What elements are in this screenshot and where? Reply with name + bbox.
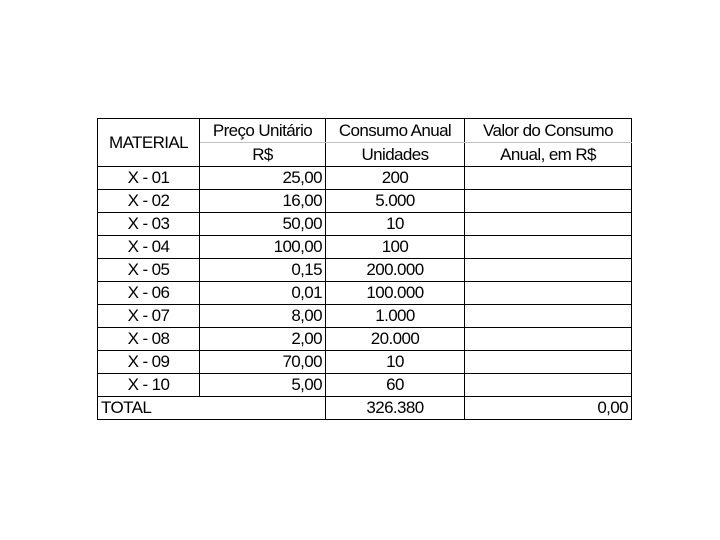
value-cell: [465, 259, 632, 282]
price-cell: 16,00: [200, 190, 326, 213]
price-cell: 2,00: [200, 328, 326, 351]
material-cell: X - 01: [98, 167, 200, 190]
table-row: [98, 351, 632, 374]
table-row: [98, 167, 632, 190]
total-consumption: 326.380: [326, 397, 465, 420]
material-cell: X - 07: [98, 305, 200, 328]
value-cell: [465, 236, 632, 259]
price-cell: 8,00: [200, 305, 326, 328]
header-value: Valor do Consumo: [465, 119, 632, 143]
table-row: [98, 190, 632, 213]
material-cell: X - 10: [98, 374, 200, 397]
table-row: [98, 236, 632, 259]
table-row: [98, 374, 632, 397]
consumption-cell: 100.000: [326, 282, 465, 305]
value-cell: [465, 328, 632, 351]
price-cell: 5,00: [200, 374, 326, 397]
price-cell: 0,01: [200, 282, 326, 305]
value-cell: [465, 282, 632, 305]
consumption-cell: 20.000: [326, 328, 465, 351]
price-cell: 25,00: [200, 167, 326, 190]
header-row-1: [98, 119, 632, 143]
table-row: [98, 305, 632, 328]
consumption-cell: 100: [326, 236, 465, 259]
total-row: [98, 397, 632, 420]
consumption-cell: 200.000: [326, 259, 465, 282]
header-consumption: Consumo Anual: [326, 119, 465, 143]
material-cell: X - 03: [98, 213, 200, 236]
price-cell: 50,00: [200, 213, 326, 236]
price-cell: 0,15: [200, 259, 326, 282]
header-material: MATERIAL: [98, 119, 200, 167]
header-value-unit: Anual, em R$: [465, 143, 632, 167]
consumption-cell: 200: [326, 167, 465, 190]
material-cell: X - 02: [98, 190, 200, 213]
consumption-cell: 60: [326, 374, 465, 397]
value-cell: [465, 190, 632, 213]
total-label: TOTAL: [98, 397, 326, 420]
table-row: [98, 282, 632, 305]
price-cell: 100,00: [200, 236, 326, 259]
material-cell: X - 09: [98, 351, 200, 374]
table-body: [98, 119, 632, 420]
value-cell: [465, 305, 632, 328]
consumption-cell: 10: [326, 351, 465, 374]
value-cell: [465, 374, 632, 397]
table-row: [98, 259, 632, 282]
header-consumption-unit: Unidades: [326, 143, 465, 167]
price-cell: 70,00: [200, 351, 326, 374]
value-cell: [465, 167, 632, 190]
table-row: [98, 328, 632, 351]
material-cell: X - 05: [98, 259, 200, 282]
value-cell: [465, 351, 632, 374]
consumption-cell: 1.000: [326, 305, 465, 328]
consumption-cell: 5.000: [326, 190, 465, 213]
value-cell: [465, 213, 632, 236]
header-price: Preço Unitário: [200, 119, 326, 143]
material-cell: X - 04: [98, 236, 200, 259]
materials-table: [97, 118, 632, 420]
consumption-cell: 10: [326, 213, 465, 236]
material-cell: X - 06: [98, 282, 200, 305]
total-value: 0,00: [465, 397, 632, 420]
header-price-unit: R$: [200, 143, 326, 167]
table-row: [98, 213, 632, 236]
material-cell: X - 08: [98, 328, 200, 351]
